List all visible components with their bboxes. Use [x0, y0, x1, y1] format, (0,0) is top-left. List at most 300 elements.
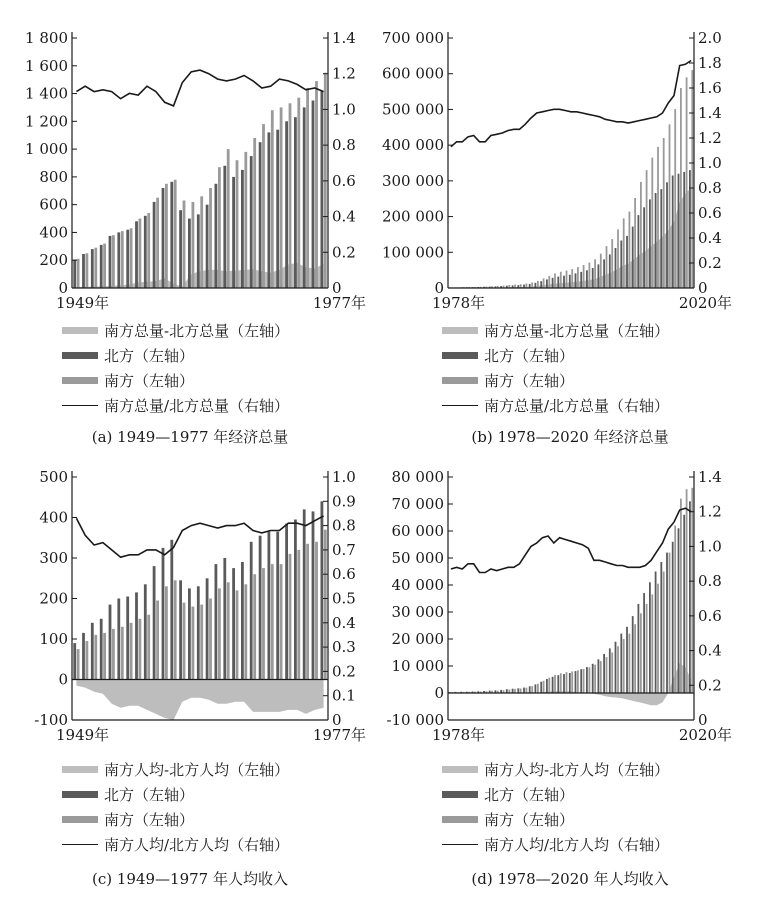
- bar-north: [241, 170, 244, 288]
- right-tick-label: 2.0: [698, 29, 722, 47]
- bar-north: [517, 688, 519, 693]
- right-tick-label: 0.2: [698, 254, 722, 272]
- bar-north: [232, 568, 235, 679]
- bar-south: [147, 213, 150, 288]
- right-tick-label: 0.2: [332, 243, 356, 262]
- bar-north: [649, 582, 651, 693]
- bar-south: [306, 88, 309, 288]
- bar-south: [686, 489, 688, 693]
- bar-south: [629, 634, 631, 693]
- bar-north: [529, 686, 531, 693]
- bar-north: [672, 542, 674, 693]
- right-tick-label: 0.8: [332, 136, 356, 155]
- legend-item-north: 北方（左轴）: [442, 782, 669, 807]
- bar-south: [174, 180, 177, 288]
- legend-item-ratio: 南方人均/北方人均（右轴）: [62, 832, 289, 857]
- right-tick-label: 0: [332, 711, 342, 729]
- bar-south: [577, 670, 579, 693]
- legend-item-north: 北方（左轴）: [62, 343, 289, 368]
- bar-south: [548, 678, 550, 693]
- left-tick-label: 10 000: [391, 657, 444, 675]
- bar-north: [580, 669, 582, 693]
- left-tick-label: 200: [39, 589, 68, 608]
- bar-north: [615, 642, 617, 693]
- bar-south: [686, 77, 688, 288]
- bar-south: [514, 689, 516, 693]
- bar-south: [121, 231, 124, 288]
- bar-south: [560, 272, 562, 288]
- right-tick-label: 0.5: [332, 589, 356, 608]
- bar-north: [660, 189, 662, 288]
- bar-north: [626, 236, 628, 288]
- bar-north: [82, 633, 85, 680]
- bar-south: [691, 70, 693, 288]
- bar-north: [197, 214, 200, 288]
- bar-north: [626, 627, 628, 693]
- bar-north: [285, 524, 288, 680]
- bar-north: [153, 566, 156, 679]
- bar-north: [609, 648, 611, 693]
- bar-north: [580, 272, 582, 288]
- left-tick-label: 1 200: [25, 112, 68, 131]
- right-tick-label: 1.2: [332, 64, 356, 83]
- bar-south: [103, 633, 106, 680]
- bar-north: [91, 623, 94, 680]
- bar-south: [253, 574, 256, 679]
- bar-north: [540, 281, 542, 288]
- left-tick-label: 300 000: [381, 171, 444, 190]
- bar-north: [620, 634, 622, 693]
- caption-d: (d) 1978—2020 年人均收入: [471, 870, 669, 888]
- bar-north: [540, 682, 542, 693]
- left-tick-label: -100: [34, 711, 68, 729]
- right-tick-label: 1.2: [698, 502, 722, 521]
- right-tick-label: 0.8: [698, 572, 722, 591]
- bar-south: [634, 624, 636, 693]
- x-end-label: 2020年: [678, 726, 732, 744]
- bar-north: [268, 532, 271, 680]
- bar-south: [531, 686, 533, 693]
- caption-c: (c) 1949—1977 年人均收入: [92, 870, 288, 888]
- left-tick-label: 30 000: [391, 603, 444, 621]
- bar-south: [646, 170, 648, 288]
- bar-north: [303, 509, 306, 679]
- bar-north: [294, 117, 297, 288]
- x-end-label: 1977年: [312, 294, 366, 312]
- bar-south: [571, 269, 573, 288]
- left-tick-label: 70 000: [391, 495, 444, 513]
- bar-north: [632, 227, 634, 288]
- bar-south: [236, 160, 239, 288]
- bar-south: [218, 588, 221, 679]
- bar-south: [674, 526, 676, 693]
- bar-south: [297, 550, 300, 680]
- bar-north: [144, 584, 147, 679]
- right-tick-label: 0: [698, 279, 708, 297]
- bar-north: [678, 528, 680, 693]
- bar-south: [617, 646, 619, 693]
- left-tick-label: 60 000: [391, 522, 444, 540]
- bar-south: [600, 661, 602, 693]
- bar-south: [218, 167, 221, 288]
- bar-north: [535, 684, 537, 693]
- bar-south: [183, 603, 186, 680]
- bar-north: [223, 166, 226, 288]
- bar-south: [86, 641, 89, 680]
- bar-south: [611, 239, 613, 288]
- bar-north: [557, 675, 559, 693]
- bar-south: [606, 246, 608, 288]
- bar-north: [135, 592, 138, 679]
- bar-north: [215, 184, 218, 288]
- bar-north: [586, 667, 588, 693]
- caption-b: (b) 1978—2020 年经济总量: [471, 428, 669, 446]
- bar-north: [321, 91, 324, 288]
- right-tick-label: 0.8: [698, 179, 722, 197]
- x-start-label: 1978年: [432, 294, 486, 312]
- bar-north: [569, 673, 571, 693]
- bar-north: [666, 553, 668, 693]
- bar-south: [669, 124, 671, 288]
- bar-south: [566, 672, 568, 693]
- bar-north: [569, 275, 571, 288]
- legend-item-north: 北方（左轴）: [442, 343, 669, 368]
- right-tick-label: 1.4: [332, 29, 356, 47]
- bar-south: [651, 594, 653, 693]
- left-tick-label: 200: [39, 251, 68, 270]
- bar-north: [535, 283, 537, 288]
- right-tick-label: 1.0: [332, 468, 356, 486]
- left-tick-label: 1 800: [25, 29, 68, 47]
- bar-north: [638, 215, 640, 288]
- x-start-label: 1978年: [432, 726, 486, 744]
- legend-item-south: 南方（左轴）: [62, 807, 289, 832]
- right-tick-label: 1.0: [698, 537, 722, 556]
- bar-south: [560, 673, 562, 693]
- bar-north: [615, 248, 617, 288]
- bar-north: [575, 671, 577, 693]
- bar-south: [324, 73, 327, 288]
- bar-north: [285, 121, 288, 288]
- bar-north: [126, 597, 129, 680]
- bar-south: [77, 259, 80, 288]
- bar-south: [526, 284, 528, 289]
- right-tick-label: 0: [698, 711, 708, 729]
- bar-south: [253, 138, 256, 288]
- bar-north: [109, 605, 112, 680]
- bar-south: [262, 568, 265, 679]
- bar-south: [77, 649, 80, 679]
- panel-b-gdp-1978-2020: [380, 0, 760, 457]
- bar-north: [117, 232, 120, 288]
- bar-south: [526, 688, 528, 693]
- bar-south: [236, 590, 239, 679]
- bar-south: [280, 564, 283, 679]
- bar-south: [589, 263, 591, 288]
- bar-south: [244, 152, 247, 288]
- legend-item-diff: 南方总量-北方总量（左轴）: [442, 318, 669, 343]
- legend-b: [442, 318, 669, 418]
- bar-south: [548, 276, 550, 288]
- bar-south: [577, 267, 579, 288]
- legend-c: [62, 757, 289, 857]
- bar-north: [563, 276, 565, 288]
- bar-north: [232, 177, 235, 288]
- left-tick-label: 0: [434, 279, 444, 297]
- bar-north: [135, 221, 138, 288]
- bar-north: [563, 674, 565, 693]
- ratio-line: [76, 70, 323, 106]
- x-end-label: 1977年: [312, 726, 366, 744]
- bar-north: [643, 207, 645, 288]
- bar-north: [552, 278, 554, 288]
- right-tick-label: 0: [332, 279, 342, 297]
- left-tick-label: 400: [39, 508, 68, 527]
- right-tick-label: 1.6: [698, 79, 722, 97]
- bar-south: [600, 254, 602, 288]
- bar-south: [640, 182, 642, 288]
- bar-north: [276, 130, 279, 288]
- right-tick-label: 0.6: [332, 171, 356, 190]
- bar-north: [276, 532, 279, 680]
- bar-south: [669, 553, 671, 693]
- bar-north: [649, 199, 651, 288]
- bar-south: [112, 235, 115, 288]
- right-tick-label: 1.2: [698, 129, 722, 147]
- bar-south: [200, 196, 203, 288]
- legend-item-ratio: 南方总量/北方总量（右轴）: [62, 393, 289, 418]
- ratio-line: [451, 61, 691, 147]
- bar-north: [215, 564, 218, 679]
- legend-d: [442, 757, 669, 857]
- bar-north: [294, 520, 297, 680]
- bar-south: [680, 88, 682, 288]
- bar-north: [609, 254, 611, 288]
- bar-south: [130, 228, 133, 288]
- bar-south: [554, 675, 556, 693]
- bar-north: [598, 264, 600, 288]
- bar-south: [537, 281, 539, 288]
- bar-south: [315, 542, 318, 680]
- left-tick-label: -10 000: [386, 711, 444, 729]
- bar-north: [321, 501, 324, 679]
- bar-north: [303, 107, 306, 288]
- bar-north: [268, 132, 271, 288]
- bar-north: [603, 259, 605, 288]
- right-tick-label: 0.3: [332, 638, 356, 657]
- bar-north: [259, 142, 262, 288]
- bar-south: [297, 98, 300, 288]
- bar-south: [606, 657, 608, 693]
- left-tick-label: 400 000: [381, 136, 444, 155]
- legend-item-north: 北方（左轴）: [62, 782, 289, 807]
- bar-south: [651, 158, 653, 288]
- bar-north: [557, 277, 559, 288]
- bar-south: [520, 689, 522, 694]
- bar-north: [523, 688, 525, 693]
- right-tick-label: 0.1: [332, 686, 356, 705]
- bar-south: [594, 259, 596, 288]
- bar-south: [691, 488, 693, 693]
- x-end-label: 2020年: [678, 294, 732, 312]
- legend-item-diff: 南方人均-北方人均（左轴）: [62, 757, 289, 782]
- bar-south: [315, 81, 318, 288]
- bar-south: [156, 601, 159, 680]
- bar-north: [170, 182, 173, 288]
- bar-south: [566, 271, 568, 289]
- bar-south: [583, 669, 585, 693]
- legend-item-south: 南方（左轴）: [442, 807, 669, 832]
- legend-a: [62, 318, 289, 418]
- bar-north: [197, 586, 200, 679]
- bar-north: [603, 654, 605, 693]
- bar-north: [188, 219, 191, 288]
- bar-south: [623, 639, 625, 693]
- bar-north: [144, 216, 147, 288]
- bar-south: [271, 110, 274, 288]
- bar-north: [206, 205, 209, 288]
- legend-item-south: 南方（左轴）: [442, 368, 669, 393]
- bar-south: [227, 582, 230, 679]
- legend-item-diff: 南方总量-北方总量（左轴）: [62, 318, 289, 343]
- bar-south: [262, 124, 265, 288]
- bar-south: [629, 212, 631, 288]
- left-tick-label: 500 000: [381, 100, 444, 119]
- bar-north: [250, 156, 253, 288]
- bar-south: [583, 265, 585, 288]
- bar-north: [512, 689, 514, 693]
- bar-north: [126, 230, 129, 288]
- bar-south: [617, 229, 619, 288]
- panel-d-income-1978-2020: [380, 457, 760, 914]
- bar-north: [153, 202, 156, 288]
- bar-south: [165, 184, 168, 288]
- bar-north: [241, 562, 244, 680]
- bar-south: [640, 613, 642, 693]
- bar-north: [100, 245, 103, 288]
- left-tick-label: 0: [58, 279, 68, 297]
- bar-north: [206, 578, 209, 679]
- bar-south: [623, 218, 625, 288]
- left-tick-label: 80 000: [391, 468, 444, 486]
- ratio-line: [451, 508, 691, 572]
- bar-north: [683, 172, 685, 288]
- bar-south: [646, 604, 648, 693]
- bar-north: [546, 679, 548, 693]
- bar-north: [689, 501, 691, 693]
- bar-north: [100, 619, 103, 680]
- right-tick-label: 1.4: [698, 468, 722, 486]
- bar-north: [672, 176, 674, 289]
- bar-north: [643, 593, 645, 693]
- right-tick-label: 0.4: [332, 613, 356, 632]
- bar-south: [271, 564, 274, 679]
- bar-south: [103, 244, 106, 288]
- bar-north: [620, 241, 622, 289]
- panel-a-gdp-1949-1977: [0, 0, 380, 457]
- bar-north: [117, 599, 120, 680]
- bar-south: [324, 530, 327, 680]
- bar-north: [223, 558, 226, 680]
- bar-south: [634, 198, 636, 288]
- bar-south: [594, 665, 596, 693]
- bar-south: [209, 188, 212, 288]
- bar-north: [592, 268, 594, 288]
- bar-north: [162, 188, 165, 288]
- diff-area: [76, 680, 323, 721]
- bar-south: [571, 671, 573, 693]
- bar-south: [663, 572, 665, 694]
- bar-south: [121, 627, 124, 680]
- left-tick-label: 600: [39, 195, 68, 214]
- legend-item-ratio: 南方人均/北方人均（右轴）: [442, 832, 669, 857]
- bar-north: [312, 101, 315, 289]
- left-tick-label: 300: [39, 549, 68, 567]
- bar-north: [655, 193, 657, 288]
- bar-south: [589, 667, 591, 693]
- bar-north: [678, 174, 680, 288]
- bar-north: [598, 659, 600, 693]
- left-tick-label: 0: [58, 670, 68, 689]
- bar-south: [611, 653, 613, 694]
- left-tick-label: 1 000: [25, 140, 68, 159]
- bar-south: [289, 554, 292, 680]
- bar-south: [86, 253, 89, 288]
- bar-south: [165, 586, 168, 679]
- bar-south: [554, 274, 556, 289]
- bar-north: [586, 270, 588, 288]
- bar-north: [552, 677, 554, 693]
- legend-item-south: 南方（左轴）: [62, 368, 289, 393]
- bar-south: [112, 629, 115, 680]
- bar-north: [250, 542, 253, 680]
- legend-item-ratio: 南方总量/北方总量（右轴）: [442, 393, 669, 418]
- right-tick-label: 0.6: [698, 606, 722, 625]
- left-tick-label: 800: [39, 167, 68, 186]
- bar-south: [147, 615, 150, 680]
- left-tick-label: 500: [39, 468, 68, 486]
- bar-north: [109, 236, 112, 288]
- bar-north: [312, 511, 315, 679]
- bar-north: [170, 540, 173, 680]
- bar-south: [139, 619, 142, 680]
- bar-south: [156, 198, 159, 288]
- bar-south: [289, 103, 292, 288]
- left-tick-label: 200 000: [381, 207, 444, 226]
- bar-south: [94, 248, 97, 288]
- right-tick-label: 0.4: [698, 641, 722, 660]
- left-tick-label: 700 000: [381, 29, 444, 47]
- bar-south: [174, 580, 177, 679]
- legend-item-diff: 南方人均-北方人均（左轴）: [442, 757, 669, 782]
- bar-north: [592, 664, 594, 693]
- left-tick-label: 400: [39, 223, 68, 242]
- bar-north: [179, 210, 182, 288]
- panel-c-income-1949-1977: [0, 457, 380, 914]
- bar-north: [73, 260, 76, 289]
- bar-north: [529, 284, 531, 288]
- bar-south: [674, 109, 676, 288]
- bar-south: [657, 147, 659, 288]
- left-tick-label: 100: [39, 630, 68, 648]
- bar-south: [531, 283, 533, 289]
- right-tick-label: 1.8: [698, 54, 722, 72]
- caption-a: (a) 1949—1977 年经济总量: [91, 428, 289, 446]
- bar-north: [91, 249, 94, 288]
- left-tick-label: 100 000: [381, 243, 444, 262]
- left-tick-label: 20 000: [391, 630, 444, 648]
- bar-north: [82, 254, 85, 288]
